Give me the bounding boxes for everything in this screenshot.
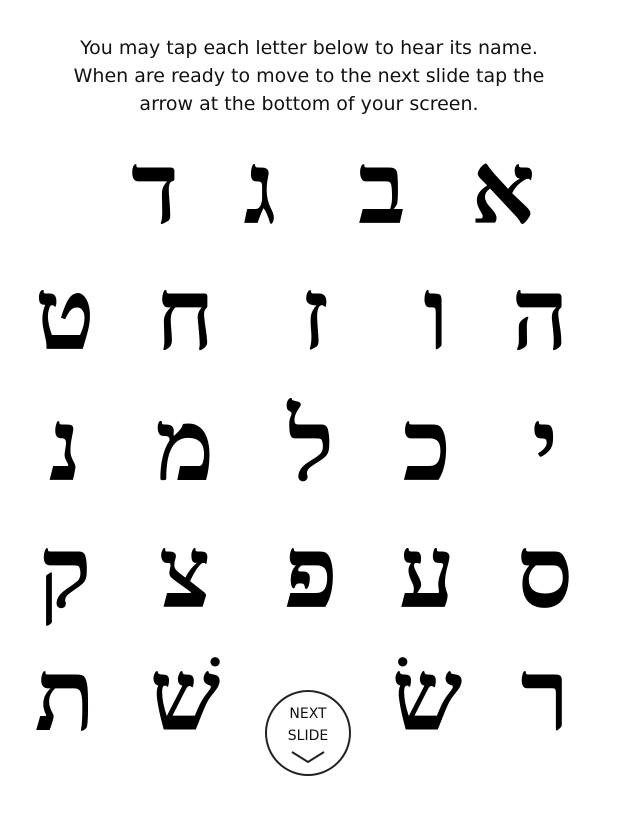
letter-zayin[interactable]: ז xyxy=(301,255,329,373)
letter-yod[interactable]: י xyxy=(531,386,559,504)
letter-tet[interactable]: ט xyxy=(34,255,96,373)
letter-sin[interactable]: שׂ xyxy=(391,636,463,754)
letter-nun[interactable]: נ xyxy=(48,386,82,504)
letter-shin[interactable]: שׁ xyxy=(149,636,221,754)
next-slide-label-line-2: SLIDE xyxy=(287,728,329,744)
instructions-text xyxy=(0,34,618,118)
letter-kaf[interactable]: כ xyxy=(402,386,452,504)
letter-tav[interactable]: ת xyxy=(34,636,96,754)
next-slide-button[interactable] xyxy=(265,690,351,776)
letter-samekh[interactable]: ס xyxy=(516,513,574,631)
instructions-line-2: When are ready to move to the next slide tap the xyxy=(73,65,545,87)
letter-alef[interactable]: א xyxy=(470,129,536,247)
letter-lamed[interactable]: ל xyxy=(287,386,335,504)
instructions-line-1: You may tap each letter below to hear its name. xyxy=(80,37,538,59)
letter-bet[interactable]: ב xyxy=(357,129,407,247)
letter-tsadi[interactable]: צ xyxy=(158,513,212,631)
next-slide-label-line-1: NEXT xyxy=(289,706,327,722)
letter-mem[interactable]: מ xyxy=(155,386,215,504)
letter-pe[interactable]: פ xyxy=(283,513,339,631)
chevron-down-icon xyxy=(290,750,326,764)
letter-gimel[interactable]: ג xyxy=(243,129,277,247)
letter-qof[interactable]: ק xyxy=(38,513,92,631)
letter-dalet[interactable]: ד xyxy=(130,129,180,247)
letter-he[interactable]: ה xyxy=(511,255,569,373)
letter-chet[interactable]: ח xyxy=(155,255,215,373)
letter-vav[interactable]: ו xyxy=(423,255,449,373)
letter-resh[interactable]: ר xyxy=(520,636,570,754)
instructions-line-3: arrow at the bottom of your screen. xyxy=(139,93,479,115)
letter-ayin[interactable]: ע xyxy=(398,513,456,631)
